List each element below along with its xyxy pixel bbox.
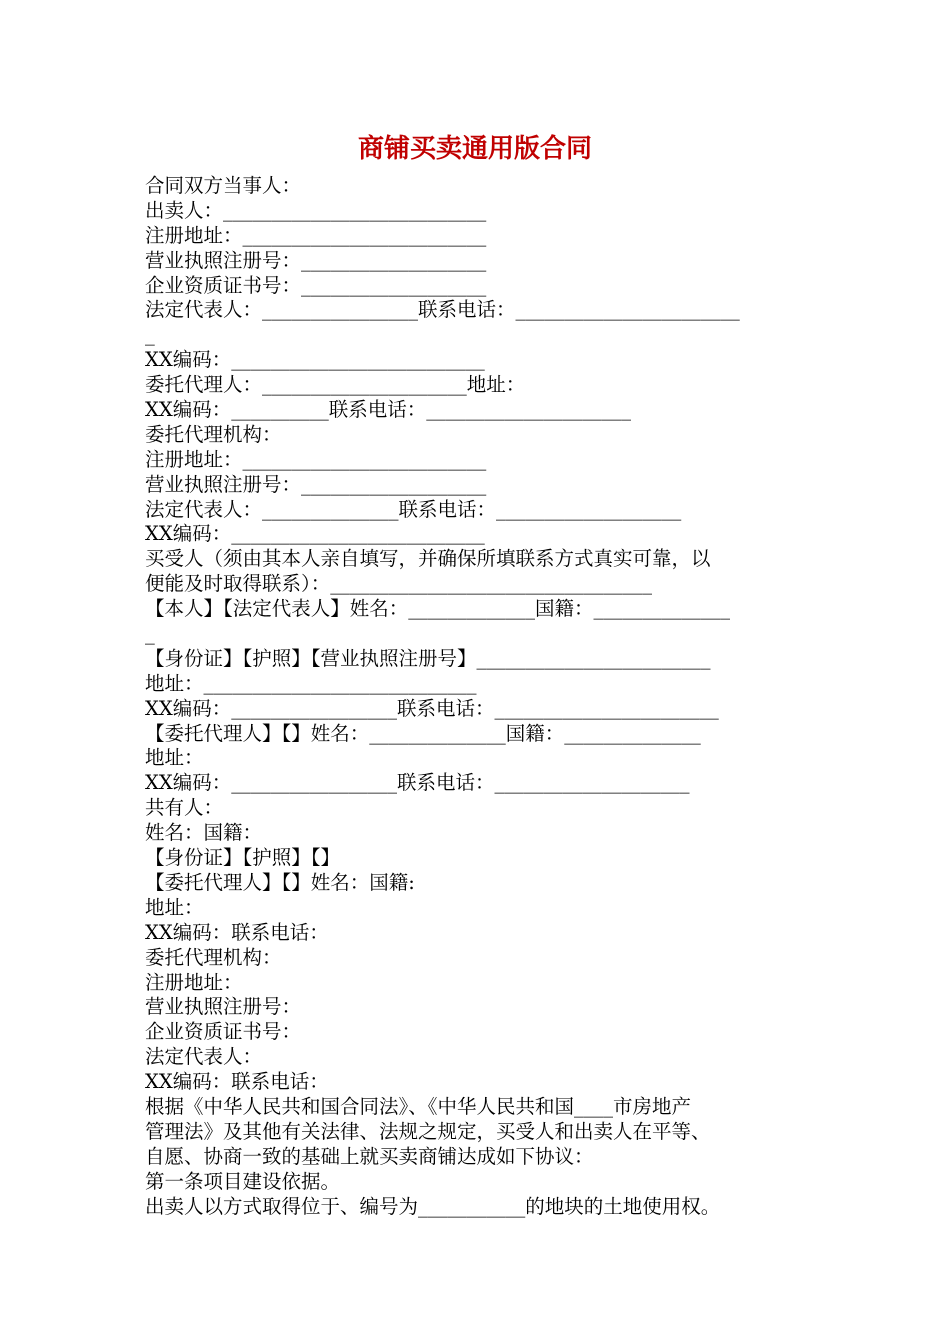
document-line: _ xyxy=(145,323,155,347)
document-line: 合同双方当事人： xyxy=(145,174,302,197)
document-line: 法定代表人： xyxy=(145,1045,263,1069)
document-line: XX编码：联系电话： xyxy=(145,1070,329,1094)
document-line: 便能及时取得联系）：_________________________________ xyxy=(145,572,653,596)
document-body xyxy=(145,174,815,1219)
document-line: 第一条项目建设依据。 xyxy=(145,1169,341,1193)
document-line: XX编码：_________________联系电话：____________________ xyxy=(145,771,690,795)
document-line: XX编码：__________________________ xyxy=(145,348,485,372)
document-title: 商铺买卖通用版合同 xyxy=(357,134,592,164)
document-line: _ xyxy=(145,622,155,646)
document-line: 企业资质证书号：___________________ xyxy=(145,273,487,297)
document-line: 注册地址： xyxy=(145,970,243,994)
document-line: 委托代理机构： xyxy=(145,422,282,446)
document-line: 【委托代理人】【】姓名：国籍: xyxy=(145,870,415,894)
document-line: 营业执照注册号：___________________ xyxy=(145,472,487,496)
document-line: 姓名：国籍： xyxy=(145,821,263,845)
document-line: 注册地址：_________________________ xyxy=(145,223,487,247)
document-line: 管理法》及其他有关法律、法规之规定，买受人和出卖人在平等、 xyxy=(145,1119,711,1143)
document-line: XX编码：__________________________ xyxy=(145,522,485,546)
document-line: 【本人】【法定代表人】姓名：_____________国籍：______________ xyxy=(145,597,731,621)
document-line: 营业执照注册号： xyxy=(145,995,302,1019)
document-line: 委托代理人：_____________________地址： xyxy=(145,373,526,397)
document-line: XX编码：联系电话： xyxy=(145,920,329,944)
document-line: 根据《中华人民共和国合同法》、《中华人民共和国____市房地产 xyxy=(145,1094,692,1118)
document-line: 出卖人：___________________________ xyxy=(145,198,487,222)
document-line: 法定代表人：________________联系电话：_______________________ xyxy=(145,298,740,322)
document-line: 法定代表人：______________联系电话：___________________ xyxy=(145,497,682,521)
document-line: 企业资质证书号： xyxy=(145,1020,302,1044)
document-line: XX编码：_________________联系电话：_______________________ xyxy=(145,696,719,720)
document-line: 地址： xyxy=(145,895,204,919)
document-line: 注册地址：_________________________ xyxy=(145,447,487,471)
document-line: 【身份证】【护照】【营业执照注册号】________________________ xyxy=(145,646,711,670)
document-line: 地址： xyxy=(145,746,204,770)
document-line: 共有人： xyxy=(145,796,224,820)
document-line: 营业执照注册号：___________________ xyxy=(145,248,487,272)
document-line: 出卖人以方式取得位于、编号为___________的地块的土地使用权。 xyxy=(145,1194,721,1218)
document-line: XX编码：__________联系电话：_____________________ xyxy=(145,398,632,422)
document-line: 委托代理机构： xyxy=(145,945,282,969)
document-line: 【委托代理人】【】姓名：______________国籍：______________ xyxy=(145,721,701,745)
document-line: 自愿、协商一致的基础上就买卖商铺达成如下协议： xyxy=(145,1144,594,1168)
document-line: 买受人（须由其本人亲自填写，并确保所填联系方式真实可靠，以 xyxy=(145,547,711,571)
document-line: 【身份证】【护照】【】 xyxy=(145,846,341,870)
document-line: 地址：____________________________ xyxy=(145,671,477,695)
